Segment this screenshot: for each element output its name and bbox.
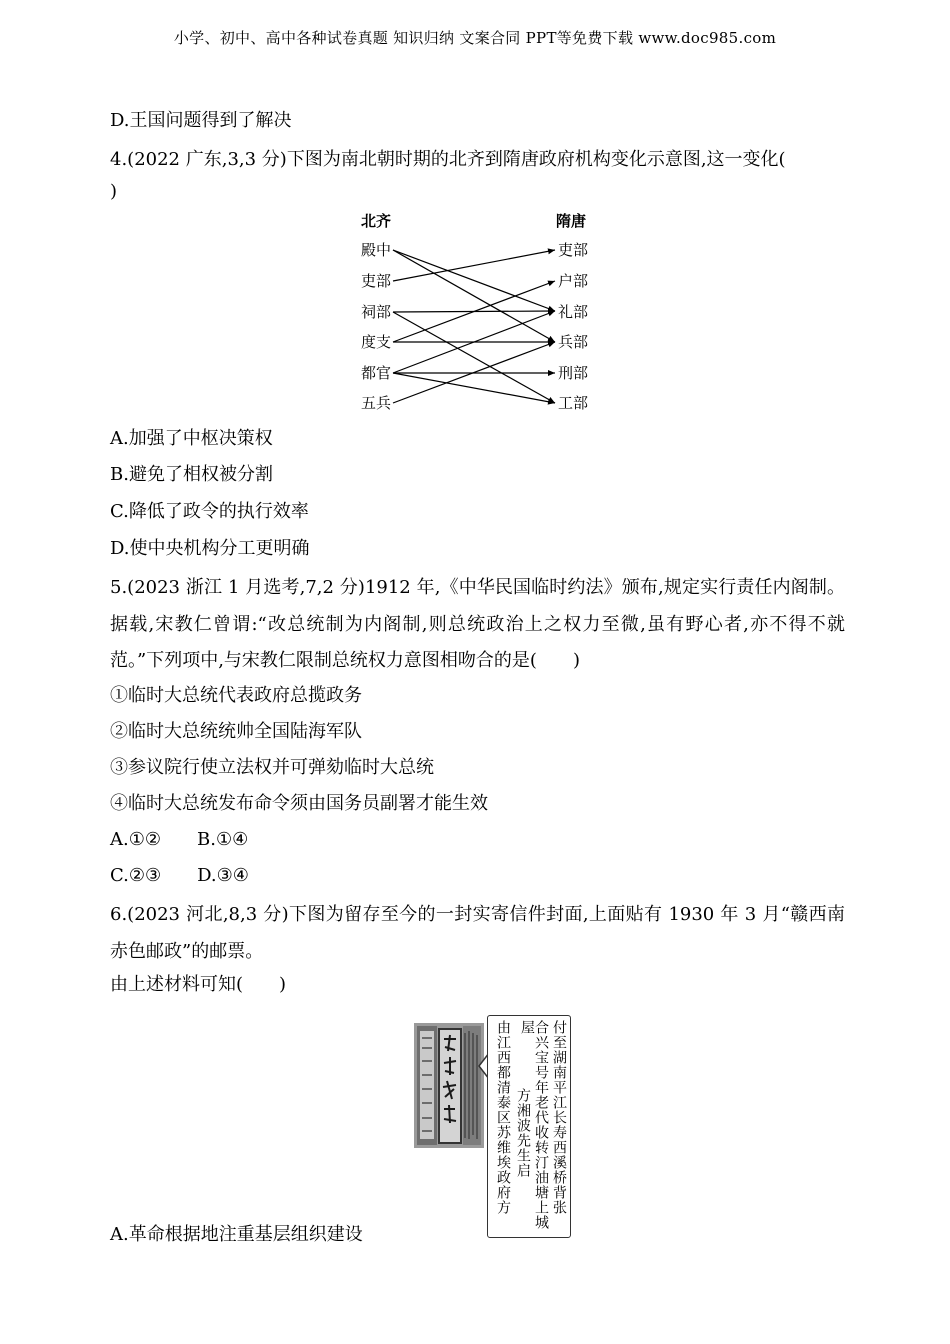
diagram-left-header: 北齐 — [361, 212, 392, 230]
left-item: 度支 — [361, 333, 392, 351]
envelope-callout — [487, 1015, 571, 1238]
q3-option-d: D.王国问题得到了解决 — [110, 110, 292, 131]
q4-option-c: C.降低了政令的执行效率 — [110, 501, 309, 522]
envelope-text-col3: 方湘波先生启 — [515, 1088, 531, 1178]
q4-option-a: A.加强了中枢决策权 — [110, 428, 273, 449]
right-item: 刑部 — [558, 364, 589, 382]
right-item: 吏部 — [558, 241, 589, 259]
q5-item-4: ④临时大总统发布命令须由国务员副署才能生效 — [110, 793, 488, 814]
arrow-dianzhong-libu — [393, 250, 555, 311]
q5-item-2: ②临时大总统统帅全国陆海军队 — [110, 721, 362, 742]
q6-option-a: A.革命根据地注重基层组织建设 — [110, 1224, 363, 1245]
q4-stem-tail: ) — [110, 181, 118, 202]
arrow-dianzhong-bingbu — [393, 250, 555, 342]
q6-stem: 6.(2023 河北,8,3 分)下图为留存至今的一封实寄信件封面,上面贴有 1930 年 3 月“赣西南赤色邮政”的邮票。 — [110, 904, 845, 962]
right-item: 工部 — [558, 394, 589, 412]
q5-item-3: ③参议院行使立法权并可弹劾临时大总统 — [110, 757, 434, 778]
right-item: 户部 — [558, 272, 589, 290]
envelope-text-col4: 由江西都清泰区苏维埃政府方 — [495, 1020, 511, 1215]
right-item: 兵部 — [558, 333, 589, 351]
left-item: 五兵 — [361, 394, 392, 412]
page-header: 小学、初中、高中各种试卷真题 知识归纳 文案合同 PPT等免费下载 www.doc985.com — [173, 29, 777, 47]
q5-options-row1: A.①② B.①④ — [110, 829, 249, 850]
q5-stem: 5.(2023 浙江 1 月选考,7,2 分)1912 年,《中华民国临时约法》颁布,规定实行责任内阁制。据载,宋教仁曾谓:“改总统制为内阁制,则总统政治上之权力至微,虽有野心者,亦不得不就范。”下列项中,与宋教仁限制总统权力意图相吻合的是( ) — [110, 577, 845, 671]
q4-org-diagram — [355, 205, 600, 415]
envelope-text-col1: 付至湖南平江长寿西溪桥背张 — [551, 1020, 567, 1215]
arrow-cibu-gongbu — [393, 312, 555, 403]
q4-option-b: B.避免了相权被分割 — [110, 464, 273, 485]
envelope-text-col2: 合兴宝号年老代收转汀油塘上城屋 — [519, 1020, 549, 1230]
q6-stem-2: 由上述材料可知( ) — [110, 974, 287, 995]
diagram-right-header: 隋唐 — [556, 212, 587, 230]
q5-item-1: ①临时大总统代表政府总揽政务 — [110, 685, 362, 706]
left-item: 都官 — [361, 364, 392, 382]
arrow-duguan-gongbu — [393, 373, 555, 403]
envelope-photo — [414, 1023, 484, 1148]
q4-stem: 4.(2022 广东,3,3 分)下图为南北朝时期的北齐到隋唐政府机构变化示意图,这一变化( — [110, 149, 786, 170]
arrow-libu-libu — [393, 250, 555, 281]
q4-option-d: D.使中央机构分工更明确 — [110, 538, 310, 559]
left-item: 吏部 — [361, 272, 392, 290]
left-item: 祠部 — [361, 303, 392, 321]
right-item: 礼部 — [558, 303, 589, 321]
left-item: 殿中 — [361, 241, 392, 259]
q5-options-row2: C.②③ D.③④ — [110, 865, 249, 886]
